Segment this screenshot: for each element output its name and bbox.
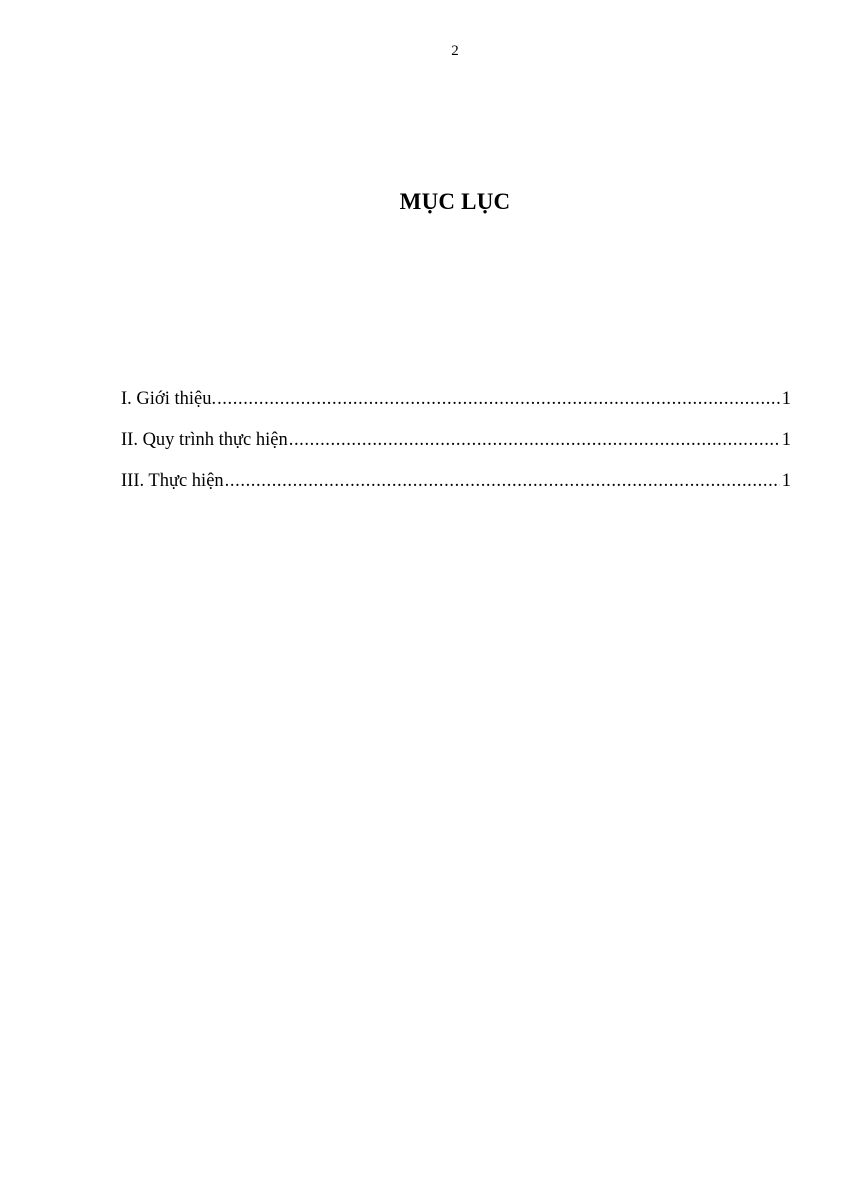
toc-entry-label: II. Quy trình thực hiện bbox=[121, 430, 288, 450]
toc-entry-page: 1 bbox=[781, 471, 791, 491]
toc-entry-label: III. Thực hiện bbox=[121, 471, 224, 491]
table-of-contents bbox=[121, 387, 791, 510]
page-number: 2 bbox=[451, 43, 459, 59]
toc-entry-label: I. Giới thiệu. bbox=[121, 389, 217, 409]
toc-dot-leader bbox=[225, 469, 780, 493]
toc-dot-leader bbox=[289, 428, 780, 452]
toc-entry-page: 1 bbox=[781, 430, 791, 450]
toc-entry-page: 1 bbox=[781, 389, 791, 409]
toc-dot-leader bbox=[217, 387, 780, 411]
toc-entry-introduction[interactable] bbox=[121, 387, 791, 428]
toc-title: MỤC LỤC bbox=[399, 189, 511, 214]
toc-entry-implementation[interactable] bbox=[121, 469, 791, 510]
toc-entry-process[interactable] bbox=[121, 428, 791, 469]
